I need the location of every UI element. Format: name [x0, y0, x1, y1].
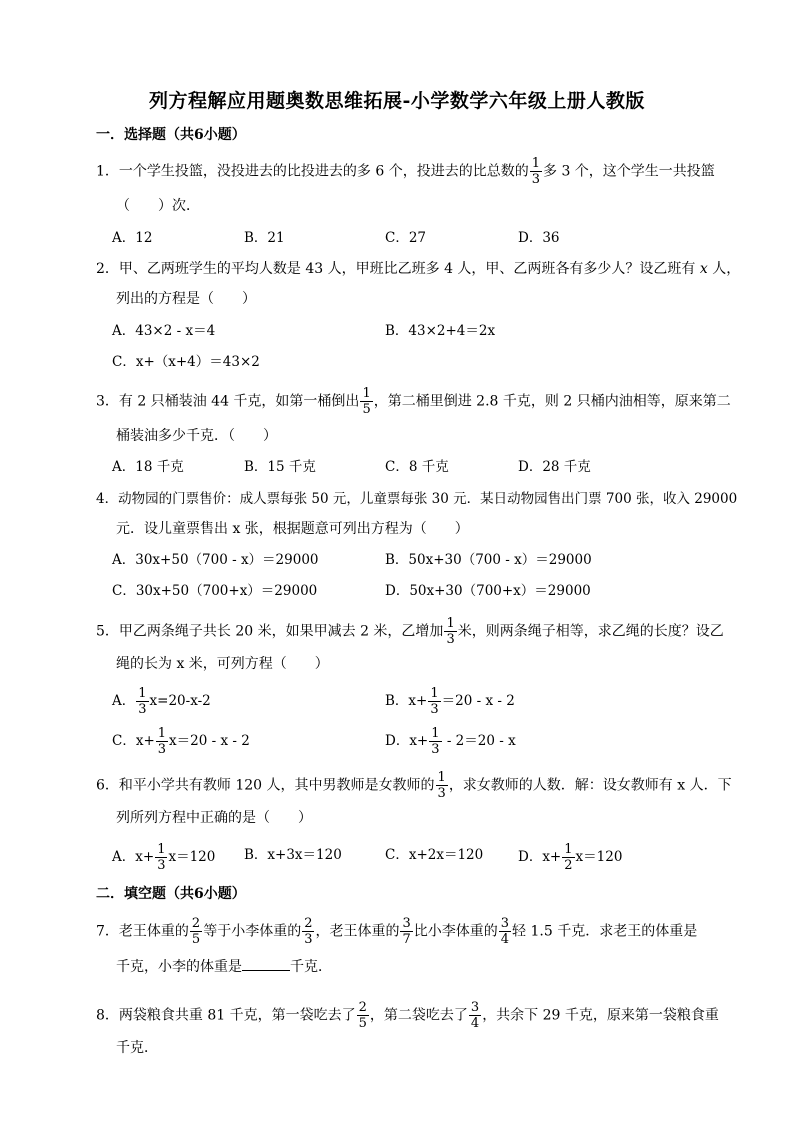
fraction-denominator: 4: [470, 1016, 480, 1031]
fraction-denominator: 5: [358, 1016, 367, 1031]
fraction-numerator: 1: [362, 386, 371, 401]
question-8-text-c: ，共余下 29 千克，原来第一袋粮食重: [482, 1007, 719, 1024]
fraction-denominator: 3: [304, 932, 313, 947]
question-5-line-2: 绳的长为 x 米，可列方程（ ）: [116, 656, 329, 672]
fraction-numerator: 3: [500, 916, 510, 931]
option-label: A．: [112, 693, 136, 709]
question-3-option-a[interactable]: A．18 千克: [112, 459, 184, 475]
fraction: [444, 616, 456, 647]
fraction-numerator: 3: [470, 1000, 480, 1015]
question-7-text-g: 千克．: [290, 959, 332, 975]
question-4-line-1: 4．动物园的门票售价：成人票每张 50 元，儿童票每张 30 元．某日动物园售出门票 700 张，收入 29000: [96, 491, 738, 507]
answer-blank[interactable]: [242, 956, 290, 971]
question-1-text-a: 1．一个学生投篮，没投进去的比投进去的多 6 个，投进去的比总数的: [96, 163, 529, 180]
question-8-line-2: 千克．: [116, 1040, 158, 1056]
fraction-numerator: 1: [437, 770, 446, 785]
question-5-option-c[interactable]: [112, 726, 250, 757]
option-label: B．x+: [385, 693, 428, 709]
question-7-text-c: ，老王体重的: [315, 923, 400, 940]
fraction-numerator: 1: [431, 726, 440, 741]
fraction-numerator: 1: [446, 616, 455, 631]
question-4-option-b[interactable]: B．50x+30（700 - x）＝29000: [385, 552, 592, 568]
question-8-line-1: [96, 1000, 719, 1031]
question-7-line-2: [116, 956, 332, 977]
fraction: [429, 726, 441, 757]
option-label: D．x+: [518, 849, 562, 865]
question-1-text-b: 多 3 个，这个学生一共投篮: [543, 163, 715, 180]
fraction: [357, 1000, 369, 1031]
fraction-numerator: 2: [358, 1000, 367, 1015]
question-3-option-c[interactable]: C．8 千克: [385, 459, 449, 475]
question-8-text-a: 8．两袋粮食共重 81 千克，第一袋吃去了: [96, 1007, 356, 1024]
question-6-text-b: ，求女教师的人数．解：设女教师有 x 人．下: [448, 777, 732, 794]
section-heading-choice: 一．选择题（共6小题）: [96, 127, 246, 143]
fraction-denominator: 3: [531, 172, 540, 187]
fraction: [530, 156, 542, 187]
fraction-numerator: 2: [304, 916, 313, 931]
fraction-numerator: 1: [531, 156, 540, 171]
question-7-text-b: 等于小李体重的: [203, 923, 302, 940]
question-4-option-d[interactable]: D．50x+30（700+x）＝29000: [385, 583, 591, 599]
question-2-text-a: 2．甲、乙两班学生的平均人数是 43 人，甲班比乙班多 4 人，甲、乙两班各有多少人？设乙班有: [96, 261, 700, 277]
question-1-option-a[interactable]: A．12: [112, 230, 153, 246]
question-6-text-a: 6．和平小学共有教师 120 人，其中男教师是女教师的: [96, 777, 435, 794]
fraction: [156, 726, 168, 757]
question-3-line-2: 桶装油多少千克．（ ）: [116, 428, 277, 444]
fraction-denominator: 3: [431, 742, 440, 757]
fraction-numerator: 1: [564, 842, 573, 857]
option-text: ＝20 - x - 2: [441, 693, 515, 709]
fraction-numerator: 3: [402, 916, 411, 931]
fraction-denominator: 3: [157, 742, 167, 757]
option-label: D．x+: [385, 733, 429, 749]
question-4-option-a[interactable]: A．30x+50（700 - x）＝29000: [112, 552, 319, 568]
question-2-text-b: 人，: [707, 261, 741, 277]
question-1-option-d[interactable]: D．36: [518, 230, 560, 246]
question-6-option-b[interactable]: B．x+3x＝120: [244, 847, 342, 863]
question-1-option-c[interactable]: C．27: [385, 230, 427, 246]
question-2-option-c[interactable]: C．x+（x+4）＝43×2: [112, 354, 260, 370]
question-1-option-b[interactable]: B．21: [244, 230, 285, 246]
question-2-line-2: 列出的方程是（ ）: [116, 291, 256, 307]
fraction: [302, 916, 314, 947]
question-3-option-b[interactable]: B．15 千克: [244, 459, 316, 475]
fraction: [428, 686, 440, 717]
fraction-numerator: 1: [430, 686, 439, 701]
fraction: [400, 916, 412, 947]
fraction-numerator: 1: [138, 686, 147, 701]
question-3-text-b: ，第二桶里倒进 2.8 千克，则 2 只桶内油相等，原来第二: [373, 393, 731, 410]
question-5-line-1: [96, 616, 724, 647]
option-label: C．x+: [112, 733, 155, 749]
option-text: x＝120: [575, 849, 623, 865]
fraction-denominator: 4: [500, 932, 510, 947]
question-6-line-1: [96, 770, 732, 801]
section-heading-fill: 二．填空题（共6小题）: [96, 886, 246, 902]
question-5-text-a: 5．甲乙两条绳子共长 20 米，如果甲减去 2 米，乙增加: [96, 623, 444, 640]
question-3-option-d[interactable]: D．28 千克: [518, 459, 591, 475]
fraction-numerator: 2: [191, 916, 201, 931]
fraction-denominator: 3: [430, 702, 439, 717]
option-text: - 2＝20 - x: [442, 733, 516, 749]
fraction-denominator: 7: [402, 932, 411, 947]
question-5-text-b: 米，则两条绳子相等，求乙绳的长度？设乙: [457, 623, 724, 640]
question-7-text-e: 轻 1.5 千克．求老王的体重是: [512, 923, 698, 940]
option-text: x＝120: [168, 849, 216, 865]
question-7-text-d: 比小李体重的: [413, 923, 498, 940]
fraction: [136, 686, 148, 717]
fraction: [499, 916, 511, 947]
question-5-option-b[interactable]: [385, 686, 515, 717]
question-7-text-a: 7．老王体重的: [96, 923, 189, 940]
question-3-text-a: 3．有 2 只桶装油 44 千克，如第一桶倒出: [96, 393, 360, 410]
question-7-line-1: [96, 916, 697, 947]
fraction-denominator: 3: [157, 858, 166, 873]
question-1-line-1: [96, 156, 715, 187]
fraction-denominator: 3: [138, 702, 147, 717]
question-2-line-1: [96, 259, 740, 279]
fraction-denominator: 5: [191, 932, 201, 947]
question-6-option-a[interactable]: [112, 842, 215, 873]
fraction: [190, 916, 202, 947]
fraction: [469, 1000, 481, 1031]
fraction-denominator: 2: [564, 858, 573, 873]
question-6-option-d[interactable]: [518, 842, 622, 873]
question-5-option-a[interactable]: [112, 686, 211, 717]
option-label: A．x+: [112, 849, 155, 865]
option-text: x＝20 - x - 2: [169, 733, 250, 749]
question-4-line-2: 元．设儿童票售出 x 张，根据题意可列出方程为（ ）: [116, 521, 469, 537]
fraction-denominator: 3: [437, 786, 446, 801]
fraction: [436, 770, 448, 801]
question-6-line-2: 列所列方程中正确的是（ ）: [116, 810, 312, 826]
fraction: [562, 842, 574, 873]
question-1-line-2: （ ）次．: [116, 198, 200, 214]
fraction: [155, 842, 167, 873]
question-7-text-f: 千克，小李的体重是: [116, 959, 242, 975]
question-4-option-c[interactable]: C．30x+50（700+x）＝29000: [112, 583, 318, 599]
option-text: x=20-x-2: [149, 693, 211, 709]
page-title: 列方程解应用题奥数思维拓展-小学数学六年级上册人教版: [149, 90, 645, 112]
question-2-option-a[interactable]: A．43×2 - x＝4: [112, 323, 216, 339]
question-3-line-1: [96, 386, 731, 417]
question-6-option-c[interactable]: C．x+2x＝120: [385, 847, 484, 863]
fraction-numerator: 1: [157, 842, 166, 857]
fraction-denominator: 3: [446, 632, 455, 647]
question-2-option-b[interactable]: B．43×2+4＝2x: [385, 323, 496, 339]
fraction-numerator: 1: [157, 726, 167, 741]
fraction: [360, 386, 372, 417]
variable: x: [699, 261, 708, 277]
question-5-option-d[interactable]: [385, 726, 516, 757]
question-8-text-b: ，第二袋吃去了: [369, 1007, 468, 1024]
fraction-denominator: 5: [362, 402, 371, 417]
